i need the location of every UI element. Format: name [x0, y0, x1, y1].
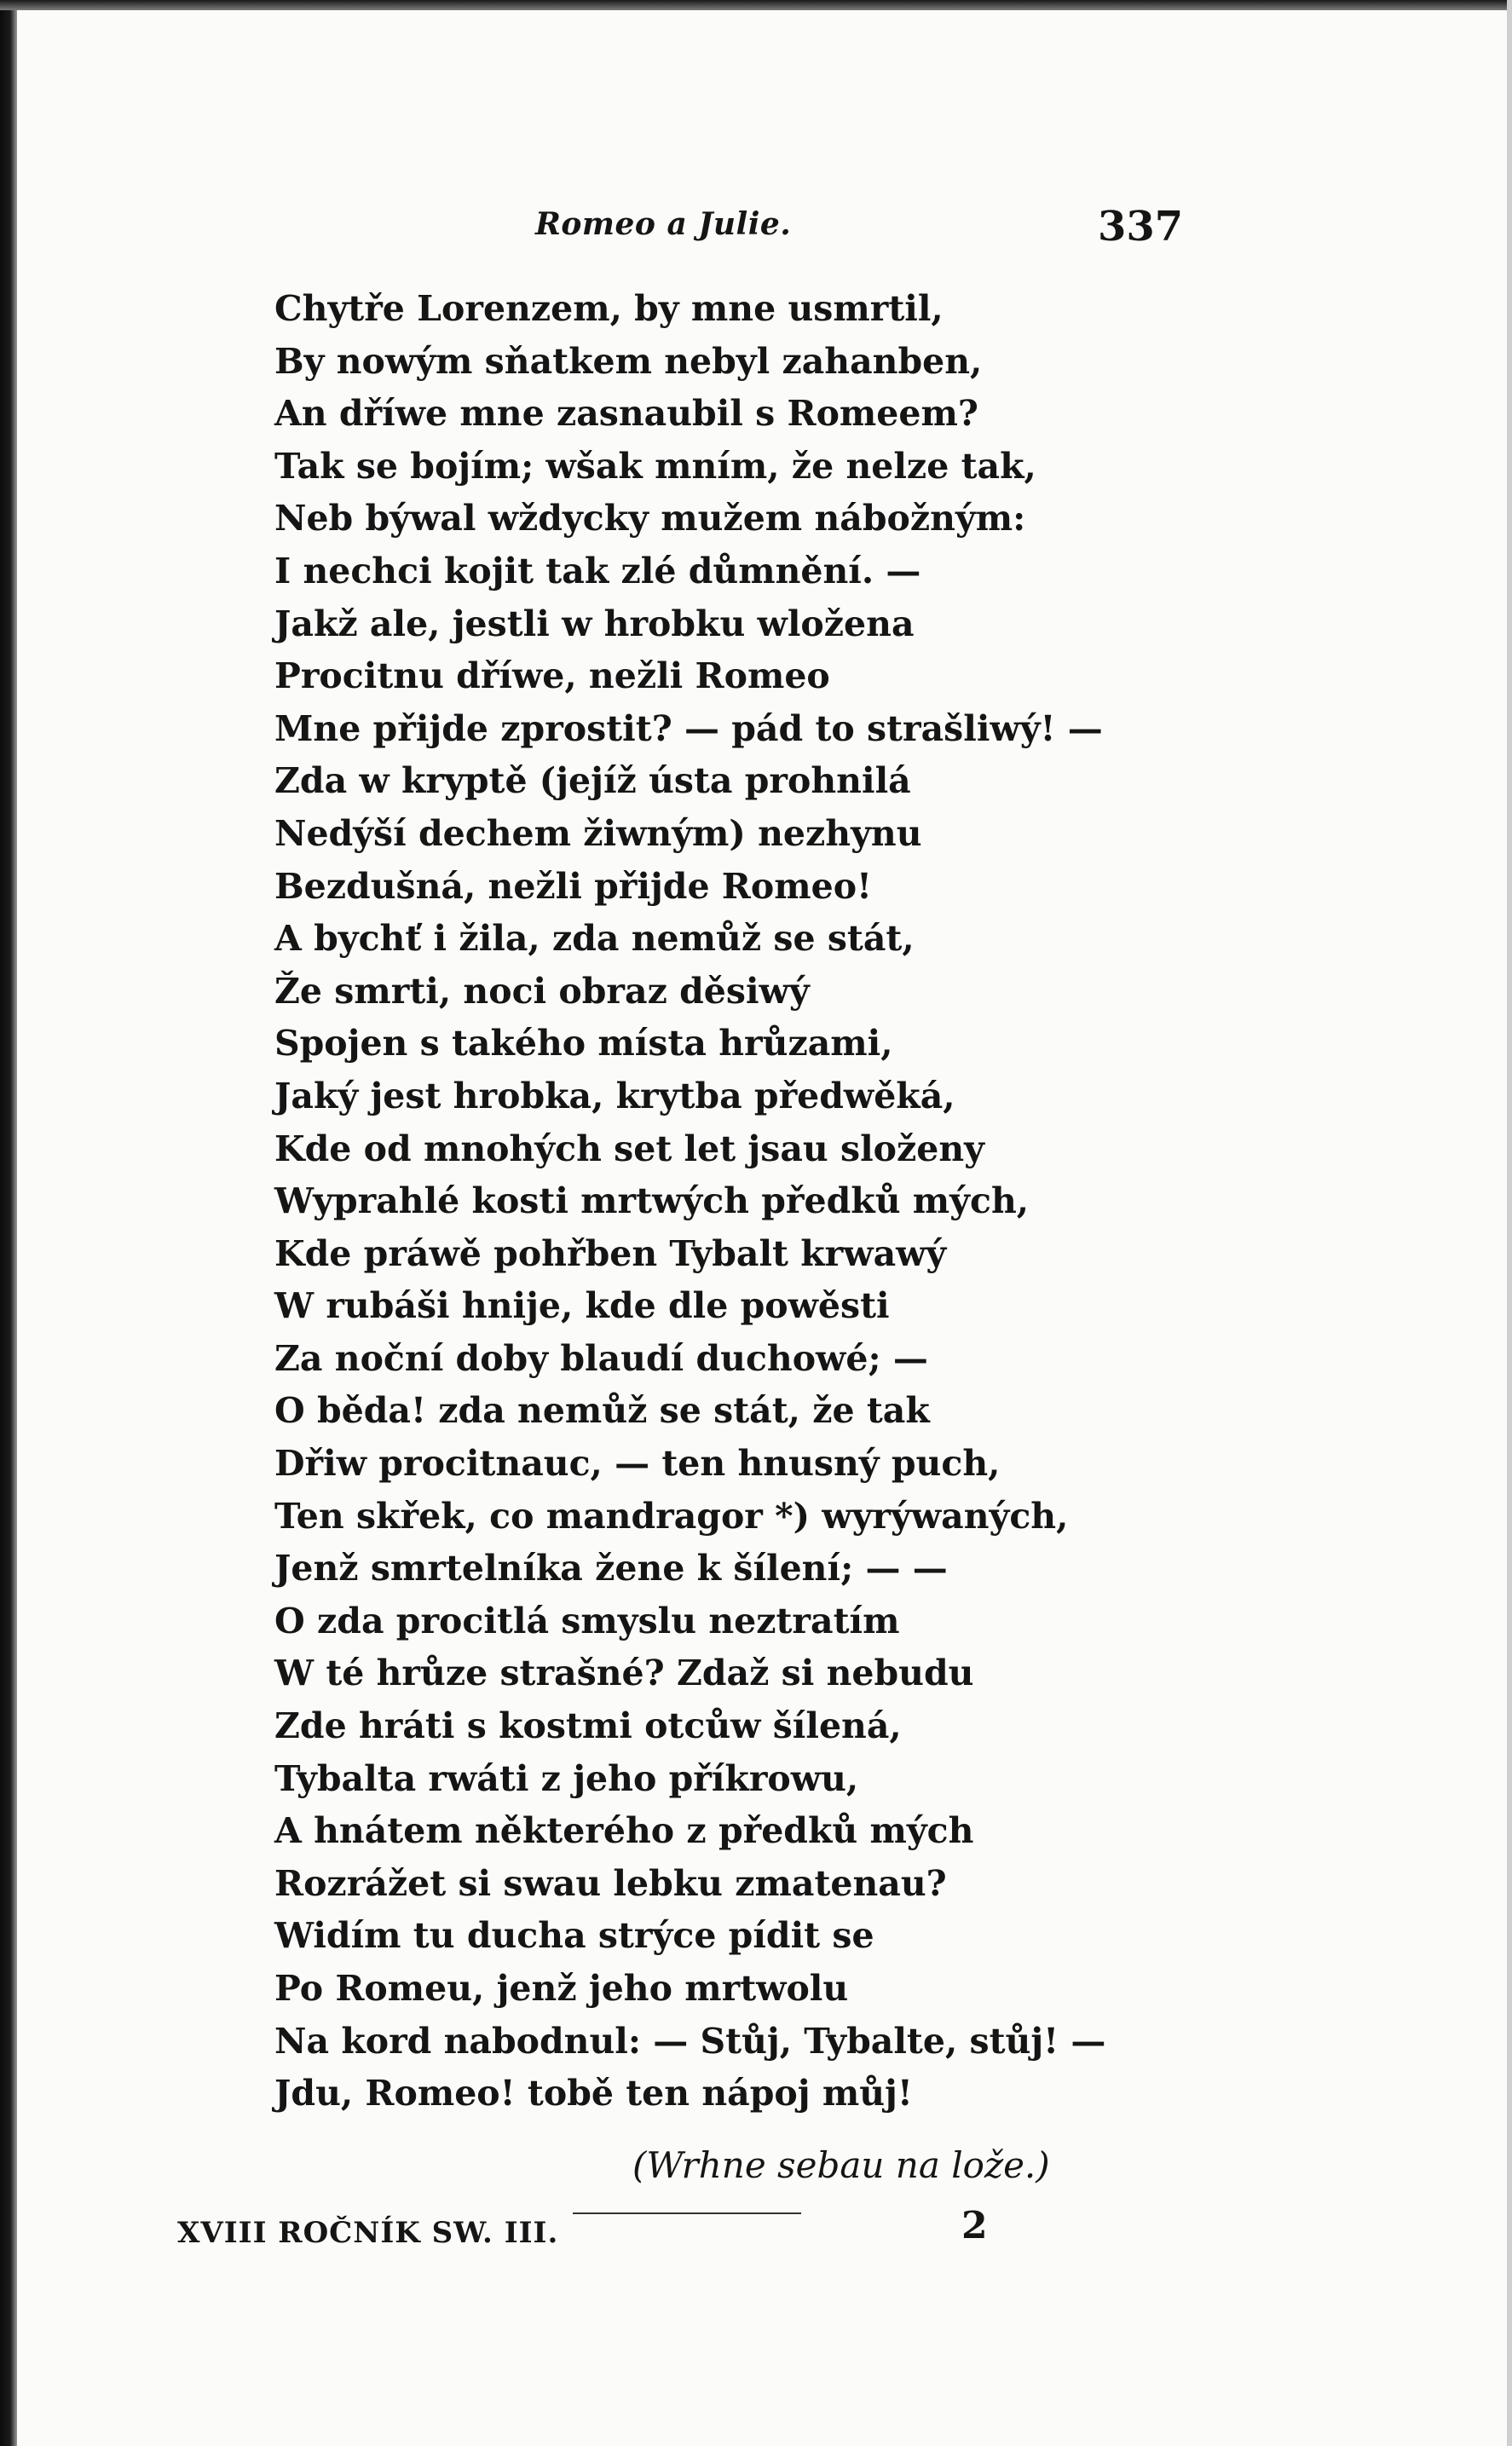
scan-border-top [0, 0, 1512, 10]
verse-line: Dřiw procitnauc, — ten hnusný puch, [274, 1443, 1001, 1485]
page-number: 337 [1098, 203, 1184, 251]
verse-line: An dříwe mne zasnaubil s Romeem? [274, 393, 978, 435]
scan-border-right [1507, 0, 1512, 2446]
verse-line: Wyprahlé kosti mrtwých předků mých, [274, 1180, 1030, 1222]
verse-line: A hnátem některého z předků mých [274, 1810, 974, 1852]
printer-signature: XVIII ROČNÍK SW. III. [177, 2216, 559, 2250]
verse-line: O zda procitlá smyslu neztratím [274, 1600, 900, 1641]
verse-line: Mne přijde zprostit? — pád to strašliwý! — [274, 707, 1103, 749]
verse-line: Jdu, Romeo! tobě ten nápoj můj! [274, 2073, 913, 2114]
verse-line: Nedýší dechem žiwným) nezhynu [274, 812, 922, 854]
verse-line: Bezdušná, nežli přijde Romeo! [274, 865, 873, 907]
verse-line: Po Romeu, jenž jeho mrtwolu [274, 1968, 849, 2009]
verse-line: Chytře Lorenzem, by mne usmrtil, [274, 288, 944, 329]
verse-line: Tak se bojím; wšak mním, že nelze tak, [274, 445, 1036, 487]
verse-line: Kde od mnohých set let jsau složeny [274, 1128, 984, 1169]
verse-line: Zda w kryptě (jejíž ústa prohnilá [274, 760, 911, 802]
verse-line: Rozrážet si swau lebku zmatenau? [274, 1862, 947, 1904]
verse-line: I nechci kojit tak zlé důmnění. — [274, 550, 921, 591]
footer-rule [573, 2212, 801, 2214]
verse-line: Neb býwal wždycky mužem nábožným: [274, 498, 1026, 539]
poem-verse [274, 283, 1105, 2120]
scan-border-left [0, 0, 17, 2446]
verse-line: Kde práwě pohřben Tybalt krwawý [274, 1232, 947, 1274]
verse-line: O běda! zda nemůž se stát, že tak [274, 1390, 930, 1432]
verse-line: Jakž ale, jestli w hrobku wložena [274, 603, 915, 644]
verse-line: Na kord nabodnul: — Stůj, Tybalte, stůj! — [274, 2020, 1106, 2062]
verse-line: Jenž smrtelníka žene k šílení; — — [274, 1548, 948, 1589]
verse-line: Zde hráti s kostmi otcůw šílená, [274, 1705, 902, 1747]
verse-line: W té hrůze strašné? Zdaž si nebudu [274, 1653, 974, 1694]
stage-direction: (Wrhne sebau na lože.) [632, 2144, 1050, 2186]
verse-line: W rubáši hnije, kde dle powěsti [274, 1285, 890, 1327]
verse-line: A bychť i žila, zda nemůž se stát, [274, 918, 915, 960]
verse-line: Widím tu ducha strýce pídit se [274, 1915, 874, 1957]
verse-line: Tybalta rwáti z jeho příkrowu, [274, 1757, 859, 1799]
running-header-title: Romeo a Julie. [535, 206, 792, 242]
verse-line: Procitnu dříwe, nežli Romeo [274, 655, 830, 697]
verse-line: By nowým sňatkem nebyl zahanben, [274, 340, 983, 382]
verse-line: Jaký jest hrobka, krytba předwěká, [274, 1075, 955, 1116]
verse-line: Ten skřek, co mandragor *) wyrýwaných, [274, 1495, 1069, 1537]
verse-line: Spojen s takého místa hrůzami, [274, 1023, 893, 1064]
verse-line: Za noční doby blaudí duchowé; — [274, 1337, 928, 1379]
signature-mark: 2 [961, 2204, 988, 2247]
verse-line: Že smrti, noci obraz děsiwý [274, 970, 810, 1012]
